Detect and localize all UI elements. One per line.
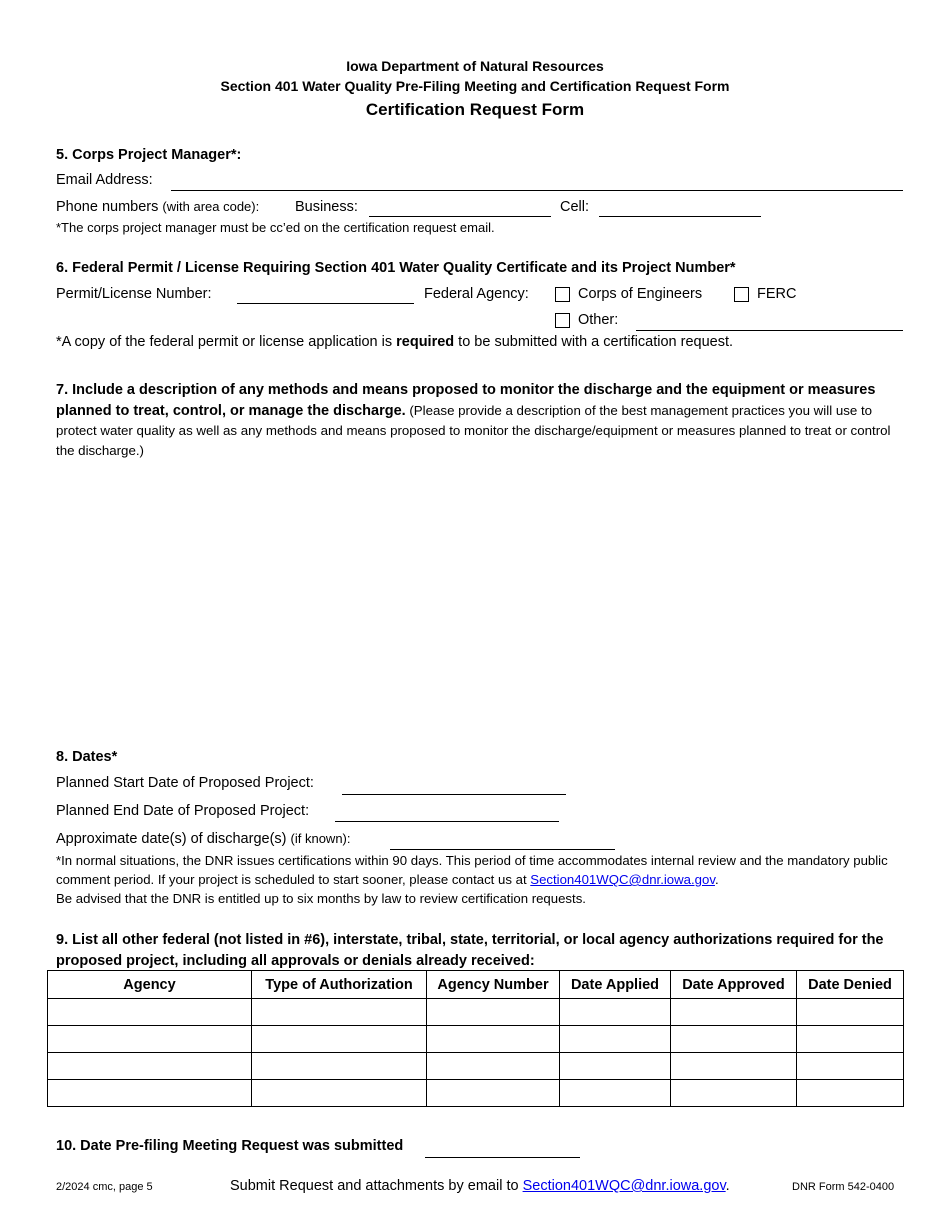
section8-note-pre: *In normal situations, the DNR issues certifications within 90 days. This period of time accommodates internal review and the mandatory public comment period. If your project is scheduled to start sooner, please contact us at [56, 853, 888, 887]
section8-note-post: . [714, 872, 719, 887]
section6-note-required: required [396, 334, 455, 350]
table-cell[interactable] [671, 1080, 797, 1107]
table-row [48, 1053, 904, 1080]
table-cell[interactable] [797, 999, 904, 1026]
section8-note [56, 851, 896, 908]
section7-description-area[interactable] [56, 462, 903, 737]
cell-label: Cell: [560, 199, 590, 215]
phone-label-text: Phone numbers [56, 199, 159, 215]
authorizations-table [47, 970, 904, 1107]
table-cell[interactable] [560, 1053, 671, 1080]
table-cell[interactable] [560, 1026, 671, 1053]
section7-hint: (Please provide a description of the best management practices you will use to protect water quality as well as any methods and means proposed to monitor the discharge/equipment or measures planned to treat or control the discharge.) [56, 402, 891, 458]
other-checkbox[interactable] [555, 313, 570, 328]
section6-note-post: to be submitted with a certification request. [454, 334, 734, 350]
section5-note: *The corps project manager must be cc’ed on the certification request email. [56, 220, 495, 235]
table-cell[interactable] [671, 1026, 797, 1053]
agency-label: Federal Agency: [424, 286, 529, 302]
section6-heading: 6. Federal Permit / License Requiring Section 401 Water Quality Certificate and its Project Number* [56, 260, 736, 276]
permit-label: Permit/License Number: [56, 286, 212, 302]
col-agency: Agency [48, 971, 252, 999]
business-phone-field[interactable] [369, 216, 551, 217]
section9-heading: 9. List all other federal (not listed in #6), interstate, tribal, state, territorial, or local agency authorizations required for the proposed project, including all approvals or denials already received: [56, 932, 884, 969]
table-cell[interactable] [252, 1080, 427, 1107]
table-row [48, 1026, 904, 1053]
start-date-field[interactable] [342, 794, 566, 795]
table-cell[interactable] [48, 1053, 252, 1080]
table-cell[interactable] [427, 1026, 560, 1053]
table-cell[interactable] [560, 1080, 671, 1107]
table-row [48, 999, 904, 1026]
col-agency-number: Agency Number [427, 971, 560, 999]
phone-hint: (with area code): [162, 199, 260, 214]
footer-page-info: 2/2024 cmc, page 5 [56, 1181, 153, 1193]
section7-text [56, 380, 896, 460]
email-label: Email Address: [56, 172, 153, 188]
col-date-approved: Date Approved [671, 971, 797, 999]
footer-submit-post: . [725, 1178, 730, 1194]
table-cell[interactable] [671, 999, 797, 1026]
table-cell[interactable] [252, 1026, 427, 1053]
ferc-label: FERC [757, 286, 797, 302]
table-cell[interactable] [48, 1080, 252, 1107]
start-date-label: Planned Start Date of Proposed Project: [56, 775, 314, 791]
table-header-row [48, 971, 904, 999]
section6-note-pre: *A copy of the federal permit or license application is [56, 334, 397, 350]
section8-heading: 8. Dates* [56, 749, 118, 765]
footer-email-link[interactable]: Section401WQC@dnr.iowa.gov [522, 1178, 726, 1194]
page-title: Certification Request Form [365, 100, 585, 119]
business-label: Business: [295, 199, 358, 215]
footer-submit-text [230, 1178, 730, 1194]
discharge-date-field[interactable] [390, 849, 615, 850]
prefiling-date-field[interactable] [425, 1157, 580, 1158]
section7-heading: 7. Include a description of any methods and means proposed to monitor the discharge and the equipment or measures planned to treat, control, or manage the discharge. [56, 382, 876, 419]
table-cell[interactable] [427, 1080, 560, 1107]
table-cell[interactable] [797, 1053, 904, 1080]
org-name: Iowa Department of Natural Resources [346, 58, 604, 74]
table-cell[interactable] [252, 1053, 427, 1080]
table-cell[interactable] [48, 1026, 252, 1053]
col-date-applied: Date Applied [560, 971, 671, 999]
email-field[interactable] [171, 190, 903, 191]
table-cell[interactable] [560, 999, 671, 1026]
table-row [48, 1080, 904, 1107]
other-agency-field[interactable] [636, 330, 903, 331]
discharge-hint: (if known): [290, 831, 351, 846]
section5-heading: 5. Corps Project Manager*: [56, 147, 242, 163]
table-cell[interactable] [252, 999, 427, 1026]
footer-submit-pre: Submit Request and attachments by email to [230, 1178, 523, 1194]
form-subtitle: Section 401 Water Quality Pre-Filing Meeting and Certification Request Form [220, 78, 730, 94]
table-cell[interactable] [797, 1080, 904, 1107]
table-cell[interactable] [48, 999, 252, 1026]
table-cell[interactable] [427, 999, 560, 1026]
permit-number-field[interactable] [237, 303, 414, 304]
col-type: Type of Authorization [252, 971, 427, 999]
other-label: Other: [578, 312, 619, 328]
dnr-email-link[interactable]: Section401WQC@dnr.iowa.gov [530, 872, 715, 887]
table-cell[interactable] [671, 1053, 797, 1080]
discharge-label-text: Approximate date(s) of discharge(s) [56, 831, 287, 847]
cell-phone-field[interactable] [599, 216, 761, 217]
table-cell[interactable] [427, 1053, 560, 1080]
section6-note [56, 334, 733, 350]
section10-heading: 10. Date Pre-filing Meeting Request was submitted [56, 1138, 404, 1154]
discharge-date-label [56, 831, 351, 847]
col-date-denied: Date Denied [797, 971, 904, 999]
corps-label: Corps of Engineers [578, 286, 703, 302]
corps-checkbox[interactable] [555, 287, 570, 302]
footer-form-number: DNR Form 542-0400 [792, 1181, 895, 1193]
ferc-checkbox[interactable] [734, 287, 749, 302]
table-cell[interactable] [797, 1026, 904, 1053]
end-date-field[interactable] [335, 821, 559, 822]
section8-note2: Be advised that the DNR is entitled up to six months by law to review certification requests. [56, 891, 586, 906]
end-date-label: Planned End Date of Proposed Project: [56, 803, 310, 819]
phone-label [56, 199, 259, 215]
